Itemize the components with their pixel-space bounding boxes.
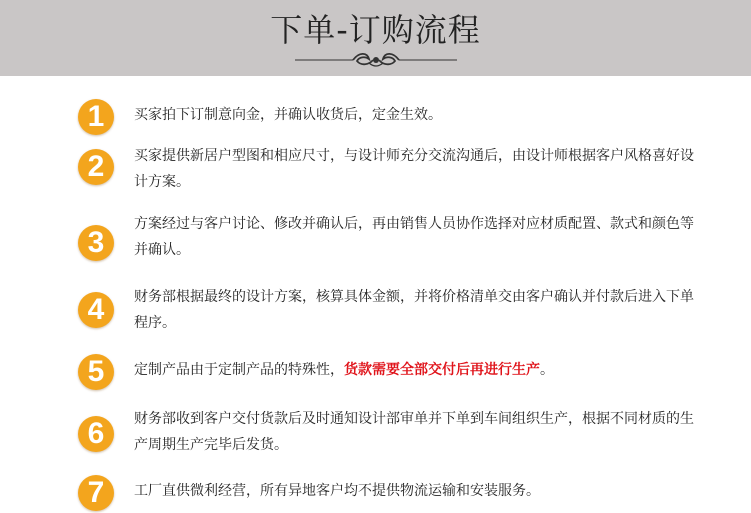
step-text: 方案经过与客户讨论、修改并确认后，再由销售人员协作选择对应材质配置、款式和颜色等并确认。 — [134, 216, 694, 258]
step-text-end: 。 — [540, 362, 554, 378]
step-text — [134, 357, 704, 383]
step-number-badge: 7 — [78, 475, 114, 511]
step-text: 买家提供新居户型图和相应尺寸，与设计师充分交流沟通后，由设计师根据客户风格喜好设计方案。 — [134, 148, 694, 190]
ornament-divider-icon — [295, 50, 457, 70]
step-text: 买家拍下订制意向金，并确认收货后，定金生效。 — [134, 107, 442, 123]
step-number-badge: 4 — [78, 292, 114, 328]
step-number-badge: 2 — [78, 149, 114, 185]
step-text: 工厂直供微利经营，所有异地客户均不提供物流运输和安装服务。 — [134, 483, 540, 499]
page-title: 下单-订购流程 — [270, 11, 481, 49]
header-banner — [0, 0, 751, 76]
step-number-badge: 3 — [78, 225, 114, 261]
step-text: 财务部收到客户交付货款后及时通知设计部审单并下单到车间组织生产，根据不同材质的生产周期生产完毕后发货。 — [134, 411, 694, 453]
step-number-badge: 5 — [78, 354, 114, 390]
step-number-badge: 1 — [78, 99, 114, 135]
step-text-normal: 定制产品由于定制产品的特殊性， — [134, 362, 344, 378]
step-text: 财务部根据最终的设计方案，核算具体金额，并将价格清单交由客户确认并付款后进入下单程序。 — [134, 289, 694, 331]
step-text-highlight: 货款需要全部交付后再进行生产 — [344, 362, 540, 378]
step-number-badge: 6 — [78, 416, 114, 452]
